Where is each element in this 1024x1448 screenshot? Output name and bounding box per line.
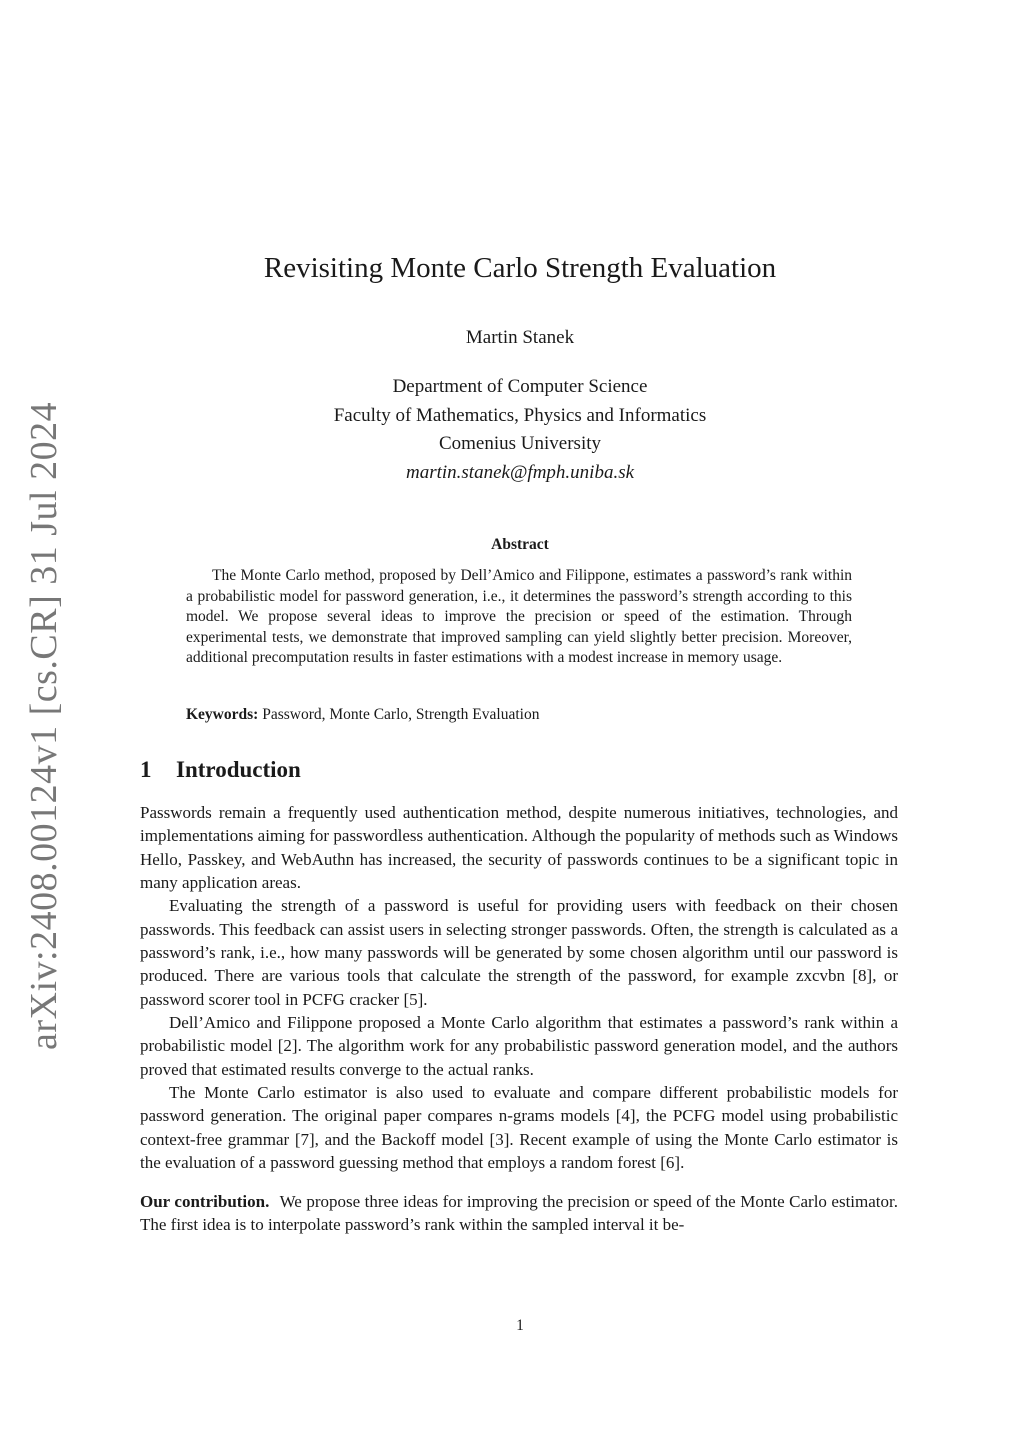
affiliation-faculty: Faculty of Mathematics, Physics and Informatics xyxy=(333,404,707,426)
keywords-text: Password, Monte Carlo, Strength Evaluation xyxy=(262,706,540,723)
paragraph: The Monte Carlo estimator is also used to evaluate and compare different probabilistic models for password generation. The original paper compares n-grams models [4], the PCFG model using probabilistic context-free grammar [7], and the Backoff model [3]. Recent example of using the Monte Carlo estimator is the evaluation of a password guessing method that employs a random forest [6]. xyxy=(140,1083,898,1173)
author-name: Martin Stanek xyxy=(465,327,575,348)
author-email: martin.stanek@fmph.uniba.sk xyxy=(405,462,635,484)
paragraph: Dell’Amico and Filippone proposed a Monte Carlo algorithm that estimates a password’s rank within a probabilistic model [2]. The algorithm work for any probabilistic password generation model, and the authors proved that estimated results converge to the actual ranks. xyxy=(140,1013,898,1079)
contribution-paragraph xyxy=(140,1190,898,1237)
affiliation-university: Comenius University xyxy=(438,433,602,455)
body-text xyxy=(140,801,898,1236)
keywords-line xyxy=(186,706,852,724)
abstract-text: The Monte Carlo method, proposed by Dell’Amico and Filippone, estimates a password’s rank within a probabilistic model for password generation, i.e., it determines the password’s strength according to this model. We propose several ideas to improve the precision or speed of the estimation. Through experimental tests, we demonstrate that improved sampling can yield slightly better precision. Moreover, additional precomputation results in faster estimations with a modest increase in memory usage. xyxy=(186,567,852,667)
contribution-label: Our contribution. xyxy=(140,1191,270,1211)
affiliation-block xyxy=(0,373,1024,488)
keywords-label: Keywords: xyxy=(186,706,259,723)
section-heading xyxy=(140,757,301,783)
section-number: 1 xyxy=(140,757,152,782)
paragraph: Evaluating the strength of a password is useful for providing users with feedback on their chosen passwords. This feedback can assist users in selecting stronger passwords. Often, the strength is calculated as a password’s rank, i.e., how many passwords will be generated by some chosen algorithm until our password is produced. There are various tools that calculate the strength of the password, for example zxcvbn [8], or password scorer tool in PCFG cracker [5]. xyxy=(140,896,898,1009)
arxiv-identifier: arXiv:2408.00124v1 [cs.CR] 31 Jul 2024 xyxy=(23,401,65,1050)
section-title: Introduction xyxy=(176,757,301,782)
contribution-text: We propose three ideas for improving the precision or speed of the Monte Carlo estimator. The first idea is to interpolate password’s rank within the sampled interval it be- xyxy=(140,1191,898,1234)
paragraph: Passwords remain a frequently used authentication method, despite numerous initiatives, technologies, and implementations aiming for passwordless authentication. Although the popularity of methods such as Windows Hello, Passkey, and WebAuthn has increased, the security of passwords continues to be a significant topic in many application areas. xyxy=(140,803,898,893)
paper-title: Revisiting Monte Carlo Strength Evaluation xyxy=(263,252,777,284)
page-number: 1 xyxy=(516,1317,524,1334)
abstract-heading: Abstract xyxy=(491,536,549,553)
affiliation-department: Department of Computer Science xyxy=(392,376,648,397)
